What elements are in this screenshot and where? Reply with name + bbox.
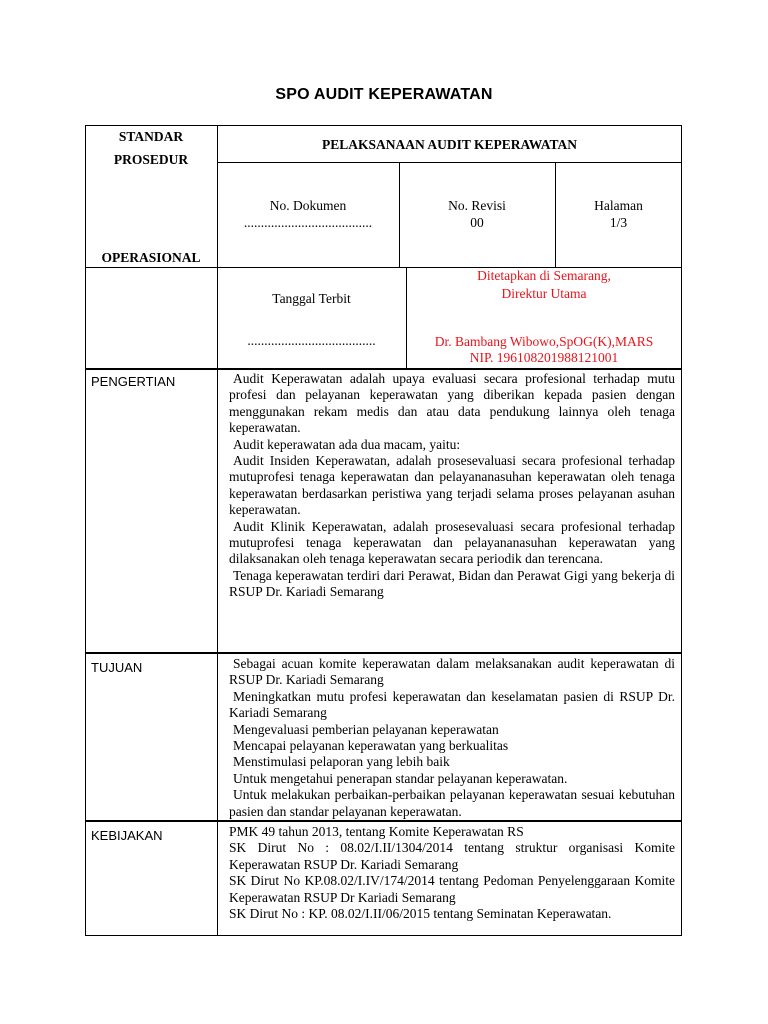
no-dokumen-label: No. Dokumen bbox=[269, 198, 347, 213]
kebijakan-content bbox=[229, 824, 675, 922]
tujuan-item: Untuk melakukan perbaikan-perbaikan pelayanan keperawatan sesuai kebutuhan pasien dan standar pelayanan keperawatan. bbox=[229, 787, 675, 819]
no-revisi-value: 00 bbox=[470, 215, 484, 230]
no-dokumen-value: ...................................... bbox=[243, 215, 373, 230]
tanggal-terbit-label: Tanggal Terbit bbox=[272, 291, 351, 306]
pengertian-paragraph: Audit Klinik Keperawatan, adalah prosesevaluasi secara profesional terhadap mutuprofesi tenaga keperawatan dan pelayananasuhan keperawatan yang dilaksanakan oleh tenaga keperawatan secara periodik dan terencana. bbox=[229, 518, 675, 567]
document-title: SPO AUDIT KEPERAWATAN bbox=[275, 86, 493, 103]
tujuan-item: Sebagai acuan komite keperawatan dalam melaksanakan audit keperawatan di RSUP Dr. Kariadi Semarang bbox=[229, 656, 675, 688]
ditetapkan-text: Ditetapkan di Semarang, bbox=[477, 268, 611, 283]
tujuan-item: Mengevaluasi pemberian pelayanan keperawatan bbox=[233, 721, 499, 737]
no-revisi-label: No. Revisi bbox=[448, 198, 506, 213]
kebijakan-item: SK Dirut No : KP. 08.02/I.II/06/2015 tentang Seminatan Keperawatan. bbox=[229, 906, 612, 922]
spo-label-standar: STANDAR bbox=[118, 129, 184, 144]
pengertian-paragraph: Audit keperawatan ada dua macam, yaitu: bbox=[233, 436, 461, 452]
kebijakan-item: SK Dirut No KP.08.02/I.IV/174/2014 tentang Pedoman Penyelenggaraan Komite Keperawatan RSUP Dr Kariadi Semarang bbox=[229, 873, 675, 905]
tujuan-item: Mencapai pelayanan keperawatan yang berkualitas bbox=[233, 738, 509, 754]
tujuan-item: Menstimulasi pelaporan yang lebih baik bbox=[233, 754, 450, 770]
tujuan-label: TUJUAN bbox=[91, 660, 143, 675]
tujuan-item: Meningkatkan mutu profesi keperawatan dan keselamatan pasien di RSUP Dr. Kariadi Semarang bbox=[229, 688, 675, 721]
pengertian-paragraph: Audit Insiden Keperawatan, adalah prosesevaluasi secara profesional terhadap mutuprofesi tenaga keperawatan dan pelayananasuhan keperawatan oleh tenaga keperawatan berdasarkan peristiwa yang terjadi selama proses pelayanan asuhan keperawatan. bbox=[229, 453, 675, 518]
kebijakan-item: SK Dirut No : 08.02/I.II/1304/2014 tentang struktur organisasi Komite Keperawatan RSUP Dr. Kariadi Semarang bbox=[229, 840, 675, 872]
spo-label-prosedur: PROSEDUR bbox=[113, 152, 189, 167]
halaman-value: 1/3 bbox=[609, 215, 628, 230]
kebijakan-label: KEBIJAKAN bbox=[91, 828, 163, 843]
pengertian-content bbox=[229, 371, 675, 601]
direktur-text: Direktur Utama bbox=[501, 286, 587, 301]
tujuan-item: Untuk mengetahui penerapan standar pelayanan keperawatan. bbox=[233, 770, 568, 786]
pengertian-paragraph: Audit Keperawatan adalah upaya evaluasi secara profesional terhadap mutu profesi dan pelayanan keperawatan yang diberikan kepada pasien dengan menggunakan rekam medis dan atau data pendukung lainnya oleh tenaga keperawatan. bbox=[229, 371, 675, 436]
spo-label-operasional: OPERASIONAL bbox=[101, 250, 201, 265]
signatory-nip: NIP. 196108201988121001 bbox=[469, 350, 619, 365]
tujuan-content bbox=[229, 656, 675, 820]
kebijakan-item: PMK 49 tahun 2013, tentang Komite Keperawatan RS bbox=[229, 824, 524, 839]
pengertian-label: PENGERTIAN bbox=[91, 374, 176, 389]
procedure-heading: PELAKSANAAN AUDIT KEPERAWATAN bbox=[321, 137, 578, 152]
pengertian-paragraph: Tenaga keperawatan terdiri dari Perawat, Bidan dan Perawat Gigi yang bekerja di RSUP Dr. Kariadi Semarang bbox=[229, 567, 675, 600]
halaman-label: Halaman bbox=[594, 198, 643, 213]
signatory-name: Dr. Bambang Wibowo,SpOG(K),MARS bbox=[434, 334, 654, 349]
tanggal-terbit-value: ...................................... bbox=[247, 333, 376, 348]
